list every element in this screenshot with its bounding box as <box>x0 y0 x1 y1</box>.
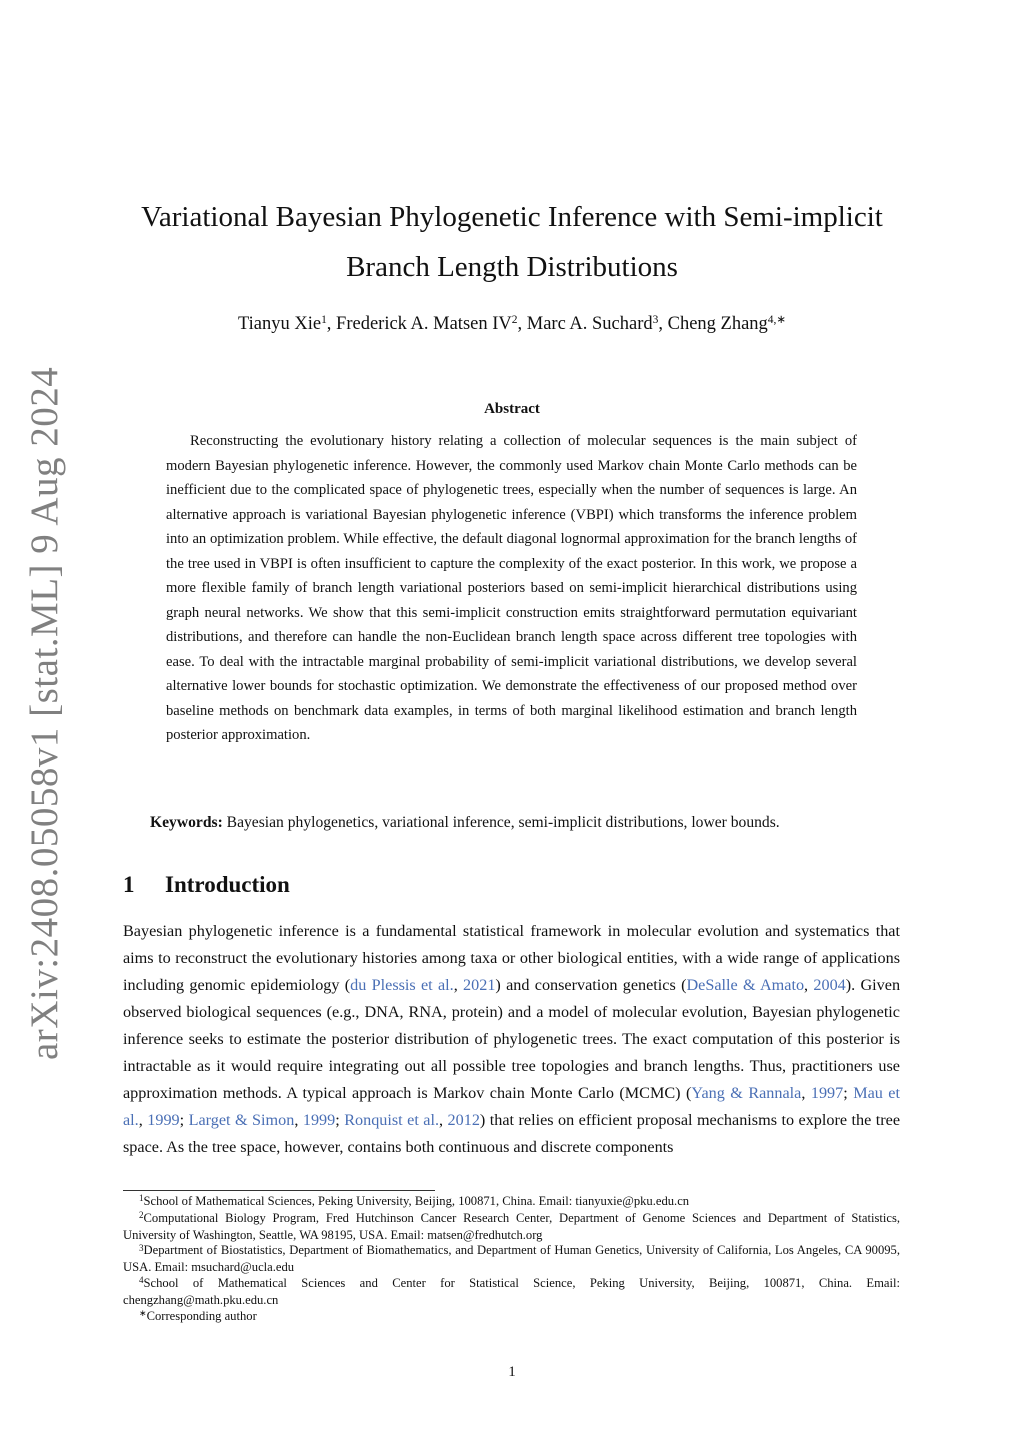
author <box>336 314 527 334</box>
citation-link[interactable]: DeSalle & Amato <box>686 976 805 994</box>
citation-link[interactable]: Larget & Simon <box>188 1111 295 1129</box>
title-line-1: Variational Bayesian Phylogenetic Inference with Semi-implicit <box>141 201 883 233</box>
author-separator: , <box>658 314 668 334</box>
affiliation-mark: 3 <box>652 313 659 326</box>
intro-text: ) and conservation genetics ( <box>495 976 687 994</box>
section-heading-introduction <box>123 869 290 901</box>
intro-text: ; <box>179 1111 189 1129</box>
affiliation-mark: 2 <box>511 313 518 326</box>
affiliation-mark: 1 <box>321 313 327 326</box>
affiliation-mark: 4,∗ <box>767 313 787 326</box>
author-list <box>110 310 914 340</box>
footnote-text: School of Mathematical Sciences, Peking University, Beijing, 100871, China. Email: tianyuxie@pku.edu.cn <box>143 1194 690 1208</box>
citation-year-link[interactable]: 1997 <box>810 1084 844 1102</box>
abstract-heading: Abstract <box>484 401 540 417</box>
intro-text: ). Given observed biological sequences (e.g., DNA, RNA, protein) and a model of molecular evolution, Bayesian phylogenetic inference seeks to estimate the posterior distribution of phylogenetic trees. The exact computation of this posterior is intractable as it would require integrating out all possible tree topologies and branch lengths. Thus, practitioners use approximation methods. A typical approach is Markov chain Monte Carlo (MCMC) ( <box>123 976 901 1102</box>
footnotes <box>123 1194 900 1325</box>
footnote <box>123 1243 900 1276</box>
citation-link[interactable]: Yang & Rannala <box>691 1084 802 1102</box>
intro-text: , <box>801 1084 811 1102</box>
intro-text: , <box>138 1111 148 1129</box>
citation-year-link[interactable]: 2012 <box>447 1111 480 1129</box>
author <box>238 314 336 334</box>
title-line-2: Branch Length Distributions <box>346 251 678 283</box>
footnote-mark: 2 <box>139 1210 144 1221</box>
footnote-text: Corresponding author <box>146 1308 257 1323</box>
footnote <box>123 1194 900 1211</box>
author-name: Cheng Zhang <box>667 314 768 334</box>
author <box>527 314 668 334</box>
footnote-text: Department of Biostatistics, Department of Biomathematics, and Department of Human Genetics, University of California, Los Angeles, CA 90095, USA. Email: msuchard@ucla.edu <box>123 1243 900 1275</box>
keywords-label: Keywords: <box>150 814 223 831</box>
citation-year-link[interactable]: 1999 <box>302 1111 336 1129</box>
citation-year-link[interactable]: 2021 <box>463 976 496 994</box>
author-name: Tianyu Xie <box>237 314 322 334</box>
footnote <box>123 1309 900 1326</box>
introduction-paragraph <box>123 918 900 1161</box>
section-title: Introduction <box>165 872 290 897</box>
intro-text: , <box>439 1111 448 1129</box>
author-separator: , <box>326 314 337 334</box>
keywords-text: Bayesian phylogenetics, variational inference, semi-implicit distributions, lower bounds. <box>226 814 780 831</box>
author <box>668 314 786 334</box>
footnote-divider <box>123 1190 435 1191</box>
footnote <box>123 1211 900 1244</box>
intro-text: Bayesian phylogenetic inference is a fundamental statistical framework in molecular evolution and systematics that aims to reconstruct the evolutionary histories among taxa or other biological entities, with a wide range of applications including genomic epidemiology ( <box>123 922 900 994</box>
intro-text: ) that relies on efficient proposal mechanisms to explore the tree space. As the tree space, however, contains both continuous and discrete components <box>123 1111 901 1156</box>
page-number: 1 <box>508 1364 516 1380</box>
footnote <box>123 1276 900 1309</box>
footnote-mark: 1 <box>139 1193 144 1204</box>
abstract-body: Reconstructing the evolutionary history relating a collection of molecular sequences is the main subject of modern Bayesian phylogenetic inference. However, the commonly used Markov chain Monte Carlo methods can be inefficient due to the complicated space of phylogenetic trees, especially when the number of sequences is large. An alternative approach is variational Bayesian phylogenetic inference (VBPI) which transforms the inference problem into an optimization problem. While effective, the default diagonal lognormal approximation for the branch lengths of the tree used in VBPI is often insufficient to capture the complexity of the exact posterior. In this work, we propose a more flexible family of branch length variational posteriors based on semi-implicit hierarchical distributions using graph neural networks. We show that this semi-implicit construction emits straightforward permutation equivariant distributions, and therefore can handle the non-Euclidean branch length space across different tree topologies with ease. To deal with the intractable marginal probability of semi-implicit variational distributions, we develop several alternative lower bounds for stochastic optimization. We demonstrate the effectiveness of our proposed method over baseline methods on benchmark data examples, in terms of both marginal likelihood estimation and branch length posterior approximation. <box>166 433 857 743</box>
citation-year-link[interactable]: 2004 <box>813 976 846 994</box>
section-number: 1 <box>123 872 135 897</box>
citation-link[interactable]: Ronquist et al. <box>344 1111 440 1129</box>
keywords <box>150 811 900 835</box>
citation-link[interactable]: du Plessis et al. <box>350 976 454 994</box>
author-separator: , <box>517 314 527 334</box>
citation-link[interactable]: Mau et al. <box>123 1084 900 1129</box>
author-name: Marc A. Suchard <box>526 314 653 334</box>
footnote-mark: ∗ <box>139 1307 147 1318</box>
author-name: Frederick A. Matsen IV <box>336 314 512 334</box>
footnote-text: Computational Biology Program, Fred Hutchinson Cancer Research Center, Department of Genome Sciences and Department of Statistics, University of Washington, Seattle, WA 98195, USA. Email: matsen@fredhutch.org <box>123 1210 900 1242</box>
footnote-text: School of Mathematical Sciences and Center for Statistical Science, Peking University, Beijing, 100871, China. Email: chengzhang@math.pku.edu.cn <box>123 1275 900 1307</box>
intro-text: , <box>804 976 814 994</box>
arxiv-identifier-stamp[interactable]: arXiv:2408.05058v1 [stat.ML] 9 Aug 2024 <box>23 366 66 1060</box>
footnote-mark: 3 <box>139 1242 144 1253</box>
intro-text: , <box>294 1111 303 1129</box>
intro-text: , <box>453 976 464 994</box>
intro-text: ; <box>843 1084 854 1102</box>
citation-year-link[interactable]: 1999 <box>147 1111 180 1129</box>
intro-text: ; <box>335 1111 345 1129</box>
paper-title <box>110 192 914 292</box>
footnote-mark: 4 <box>139 1275 144 1286</box>
